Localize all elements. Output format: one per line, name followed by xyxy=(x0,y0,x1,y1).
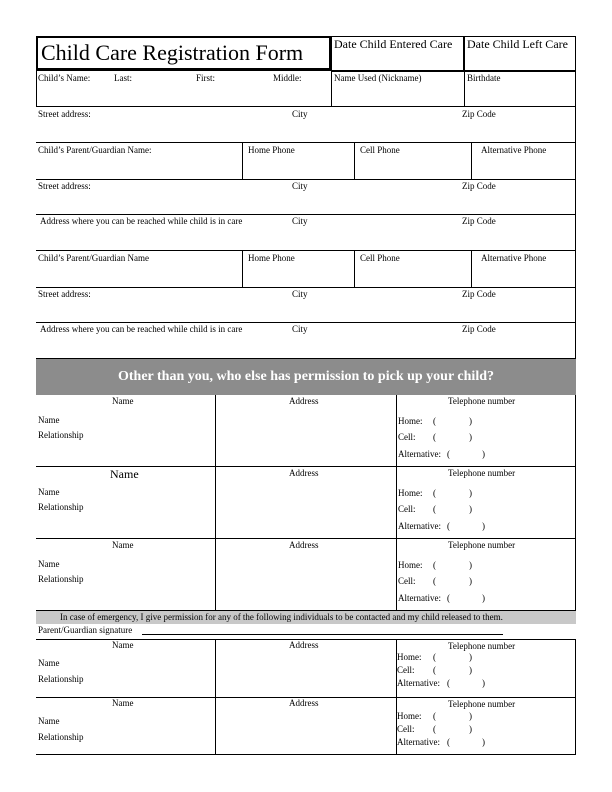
pickup2-alt-label: Alternative: xyxy=(398,521,441,531)
pickup1-col-address: Address xyxy=(289,396,319,406)
pickup3-home-open: ( xyxy=(433,560,436,570)
emergency2-home-open: ( xyxy=(433,711,436,721)
pickup2-home-close: ) xyxy=(469,488,472,498)
guardian1-reach-city-label: City xyxy=(292,216,308,226)
pickup1-cell-label: Cell: xyxy=(398,432,416,442)
pickup3-col-address: Address xyxy=(289,540,319,550)
pickup1-home-close: ) xyxy=(469,416,472,426)
pickup3-cell-label: Cell: xyxy=(398,576,416,586)
emergency2-name-label: Name xyxy=(38,716,60,726)
pickup1-alt-close: ) xyxy=(482,449,485,459)
child-street-label: Street address: xyxy=(38,109,91,119)
emergency2-cell-label: Cell: xyxy=(397,724,415,734)
pickup1-cell-close: ) xyxy=(469,432,472,442)
pickup2-cell-open: ( xyxy=(433,504,436,514)
emergency2-relationship-label: Relationship xyxy=(38,732,84,742)
emergency2-home-close: ) xyxy=(469,711,472,721)
pickup2-col-phone: Telephone number xyxy=(448,468,516,478)
child-zip-label: Zip Code xyxy=(462,109,496,119)
child-name-label: Child’s Name: xyxy=(38,73,91,83)
emergency2-col-phone: Telephone number xyxy=(448,699,516,709)
pickup1-col-phone: Telephone number xyxy=(448,396,516,406)
child-first-label: First: xyxy=(196,73,216,83)
emergency2-alt-label: Alternative: xyxy=(397,737,440,747)
date-left-label: Date Child Left Care xyxy=(467,37,568,51)
guardian2-zip-label: Zip Code xyxy=(462,289,496,299)
emergency1-home-close: ) xyxy=(469,652,472,662)
emergency1-home-open: ( xyxy=(433,652,436,662)
child-middle-label: Middle: xyxy=(273,73,302,83)
emergency2-col-address: Address xyxy=(289,698,319,708)
guardian2-city-label: City xyxy=(292,289,308,299)
guardian2-reach-city-label: City xyxy=(292,324,308,334)
pickup1-alt-open: ( xyxy=(447,449,450,459)
pickup2-name-label: Name xyxy=(38,487,60,497)
guardian1-reach-zip-label: Zip Code xyxy=(462,216,496,226)
emergency1-cell-open: ( xyxy=(433,665,436,675)
emergency1-relationship-label: Relationship xyxy=(38,674,84,684)
pickup2-col-name: Name xyxy=(110,467,139,481)
date-entered-label: Date Child Entered Care xyxy=(334,37,453,51)
pickup3-relationship-label: Relationship xyxy=(38,574,84,584)
pickup3-home-label: Home: xyxy=(398,560,423,570)
pickup1-col-name: Name xyxy=(112,396,134,406)
guardian2-reach-zip-label: Zip Code xyxy=(462,324,496,334)
guardian2-name-label: Child’s Parent/Guardian Name xyxy=(38,253,149,263)
emergency1-col-phone: Telephone number xyxy=(448,641,516,651)
emergency2-alt-close: ) xyxy=(482,737,485,747)
pickup1-alt-label: Alternative: xyxy=(398,449,441,459)
pickup2-alt-open: ( xyxy=(447,521,450,531)
pickup1-home-label: Home: xyxy=(398,416,423,426)
pickup1-name-label: Name xyxy=(38,415,60,425)
pickup1-relationship-label: Relationship xyxy=(38,430,84,440)
emergency1-cell-label: Cell: xyxy=(397,665,415,675)
emergency2-cell-close: ) xyxy=(469,724,472,734)
guardian1-name-label: Child’s Parent/Guardian Name: xyxy=(38,145,152,155)
pickup3-cell-close: ) xyxy=(469,576,472,586)
pickup2-home-label: Home: xyxy=(398,488,423,498)
emergency1-name-label: Name xyxy=(38,658,60,668)
pickup-heading: Other than you, who else has permission to pick up your child? xyxy=(118,369,494,384)
pickup3-alt-label: Alternative: xyxy=(398,593,441,603)
pickup3-col-phone: Telephone number xyxy=(448,540,516,550)
birthdate-label: Birthdate xyxy=(467,73,501,83)
nickname-label: Name Used (Nickname) xyxy=(334,73,422,83)
pickup3-alt-close: ) xyxy=(482,593,485,603)
guardian1-street-label: Street address: xyxy=(38,181,91,191)
pickup2-home-open: ( xyxy=(433,488,436,498)
pickup2-alt-close: ) xyxy=(482,521,485,531)
signature-label: Parent/Guardian signature xyxy=(38,625,133,635)
emergency1-col-address: Address xyxy=(289,640,319,650)
guardian2-home-phone-label: Home Phone xyxy=(248,253,295,263)
pickup3-alt-open: ( xyxy=(447,593,450,603)
guardian1-cell-phone-label: Cell Phone xyxy=(360,145,400,155)
emergency1-col-name: Name xyxy=(112,640,134,650)
emergency1-home-label: Home: xyxy=(397,652,422,662)
guardian2-cell-phone-label: Cell Phone xyxy=(360,253,400,263)
signature-line[interactable] xyxy=(142,634,503,635)
guardian1-city-label: City xyxy=(292,181,308,191)
emergency2-col-name: Name xyxy=(112,698,134,708)
pickup2-cell-close: ) xyxy=(469,504,472,514)
pickup3-name-label: Name xyxy=(38,559,60,569)
form-title: Child Care Registration Form xyxy=(41,40,304,65)
pickup-heading-band xyxy=(36,359,576,395)
emergency-statement: In case of emergency, I give permission for any of the following individuals to be contacted and my child released to them. xyxy=(60,612,503,622)
pickup1-home-open: ( xyxy=(433,416,436,426)
child-last-label: Last: xyxy=(114,73,132,83)
pickup1-cell-open: ( xyxy=(433,432,436,442)
pickup3-cell-open: ( xyxy=(433,576,436,586)
guardian2-alt-phone-label: Alternative Phone xyxy=(481,253,547,263)
emergency2-alt-open: ( xyxy=(447,737,450,747)
emergency2-cell-open: ( xyxy=(433,724,436,734)
pickup2-cell-label: Cell: xyxy=(398,504,416,514)
guardian2-street-label: Street address: xyxy=(38,289,91,299)
pickup3-col-name: Name xyxy=(112,540,134,550)
emergency2-home-label: Home: xyxy=(397,711,422,721)
emergency1-alt-label: Alternative: xyxy=(397,678,440,688)
guardian1-zip-label: Zip Code xyxy=(462,181,496,191)
guardian1-home-phone-label: Home Phone xyxy=(248,145,295,155)
emergency1-alt-open: ( xyxy=(447,678,450,688)
guardian2-reach-label: Address where you can be reached while child is in care xyxy=(40,324,243,334)
pickup2-col-address: Address xyxy=(289,468,319,478)
child-city-label: City xyxy=(292,109,308,119)
pickup2-relationship-label: Relationship xyxy=(38,502,84,512)
emergency1-cell-close: ) xyxy=(469,665,472,675)
pickup3-home-close: ) xyxy=(469,560,472,570)
guardian1-alt-phone-label: Alternative Phone xyxy=(481,145,547,155)
guardian1-reach-label: Address where you can be reached while child is in care xyxy=(40,216,243,226)
emergency1-alt-close: ) xyxy=(482,678,485,688)
